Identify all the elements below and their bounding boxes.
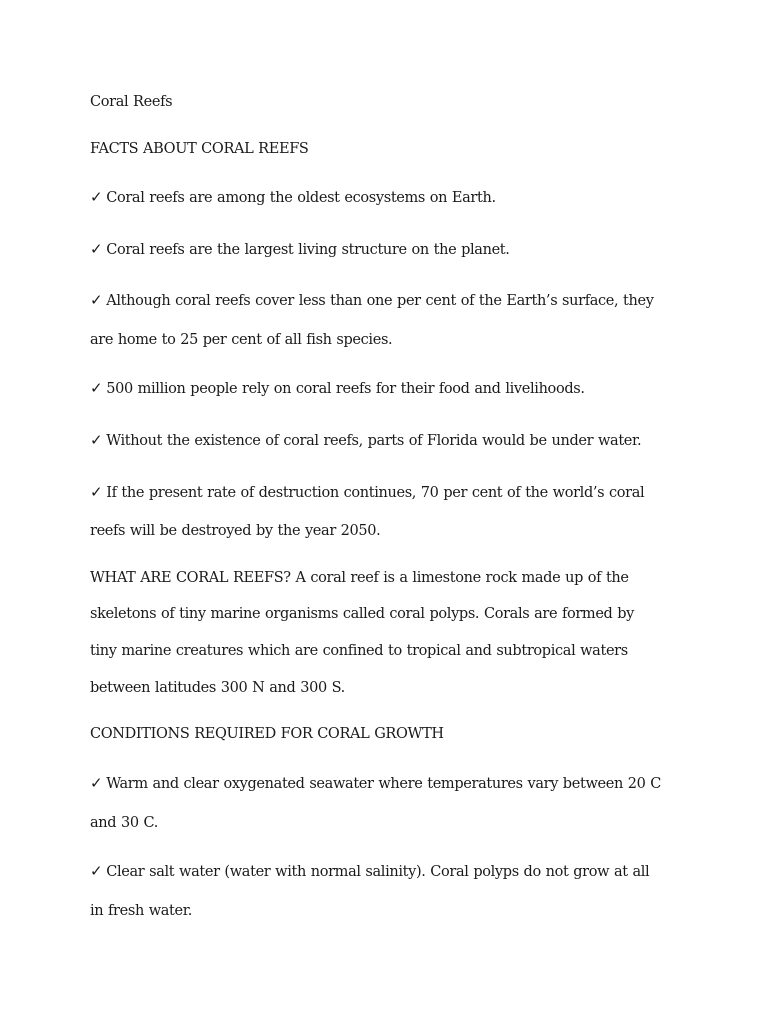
- fact-item-2: [90, 239, 690, 260]
- checkmark-icon: ✓: [90, 291, 103, 309]
- checkmark-icon: ✓: [90, 483, 103, 501]
- checkmark-icon: ✓: [90, 774, 103, 792]
- checkmark-icon: ✓: [90, 188, 103, 206]
- fact-item-6-continued: reefs will be destroyed by the year 2050.: [90, 523, 381, 539]
- document-title: Coral Reefs: [90, 94, 173, 110]
- conditions-heading: CONDITIONS REQUIRED FOR CORAL GROWTH: [90, 726, 444, 742]
- fact-item-1: [90, 187, 690, 208]
- what-are-paragraph-line-3: tiny marine creatures which are confined to tropical and subtropical waters: [90, 643, 628, 659]
- fact-text: Although coral reefs cover less than one per cent of the Earth’s surface, they: [106, 293, 654, 309]
- condition-item-2-continued: in fresh water.: [90, 903, 193, 919]
- what-are-paragraph-line-4: between latitudes 300 N and 300 S.: [90, 680, 345, 696]
- fact-text: Coral reefs are among the oldest ecosystems on Earth.: [106, 190, 496, 206]
- fact-item-3-continued: are home to 25 per cent of all fish species.: [90, 332, 393, 348]
- condition-item-1-continued: and 30 C.: [90, 815, 158, 831]
- facts-heading: FACTS ABOUT CORAL REEFS: [90, 141, 309, 157]
- fact-item-3: [90, 290, 690, 311]
- fact-item-5: [90, 430, 690, 451]
- checkmark-icon: ✓: [90, 379, 103, 397]
- checkmark-icon: ✓: [90, 240, 103, 258]
- what-are-paragraph-line-2: skeletons of tiny marine organisms called coral polyps. Corals are formed by: [90, 606, 635, 622]
- fact-item-6: [90, 482, 690, 503]
- condition-text: Clear salt water (water with normal salinity). Coral polyps do not grow at all: [106, 864, 650, 880]
- what-are-paragraph-line-1: WHAT ARE CORAL REEFS? A coral reef is a limestone rock made up of the: [90, 570, 629, 586]
- condition-item-2: [90, 861, 690, 882]
- fact-text: 500 million people rely on coral reefs for their food and livelihoods.: [106, 381, 585, 397]
- fact-item-4: [90, 378, 690, 399]
- fact-text: Coral reefs are the largest living structure on the planet.: [106, 242, 510, 258]
- fact-text: Without the existence of coral reefs, parts of Florida would be under water.: [106, 433, 642, 449]
- condition-text: Warm and clear oxygenated seawater where temperatures vary between 20 C: [106, 776, 661, 792]
- checkmark-icon: ✓: [90, 431, 103, 449]
- fact-text: If the present rate of destruction continues, 70 per cent of the world’s coral: [106, 485, 645, 501]
- condition-item-1: [90, 773, 690, 794]
- checkmark-icon: ✓: [90, 862, 103, 880]
